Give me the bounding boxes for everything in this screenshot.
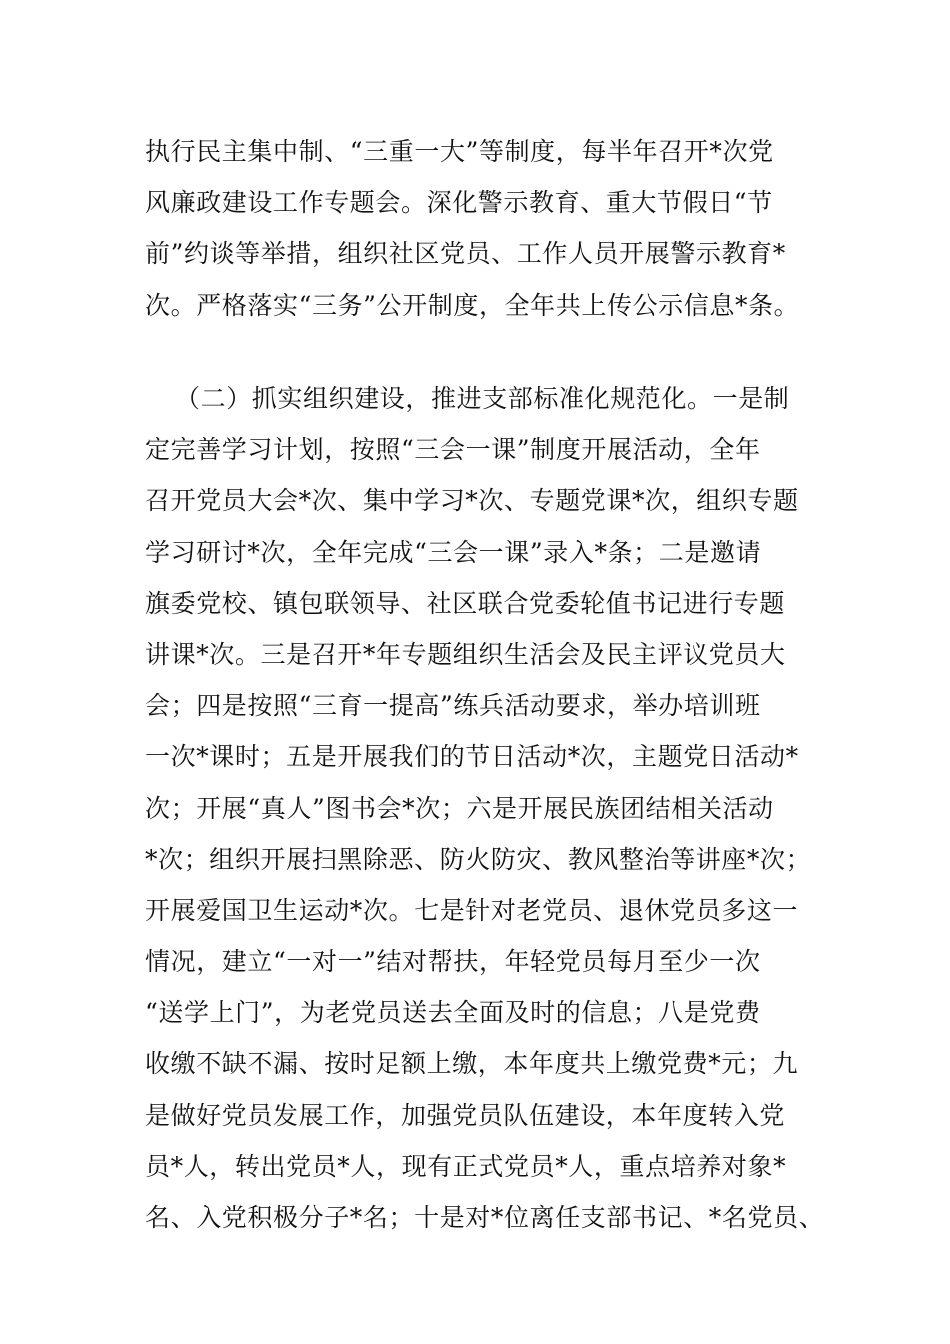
paragraph-line: 讲课*次。三是召开*年专题组织生活会及民主评议党员大 [145,639,786,669]
paragraph-line: 一次*课时；五是开展我们的节日活动*次，主题党日活动* [145,742,799,772]
paragraph-1 [145,126,825,331]
paragraph-line: 执行民主集中制、“三重一大”等制度，每半年召开*次党 [145,137,774,166]
paragraph-line: 情况，建立“一对一”结对帮扶，年轻党员每月至少一次 [145,947,761,977]
paragraph-line: 会；四是按照“三育一提高”练兵活动要求，举办培训班 [145,691,761,721]
paragraph-line: 定完善学习计划，按照“三会一课”制度开展活动，全年 [145,435,761,465]
paragraph-line: 学习研讨*次，全年完成“三会一课”录入*条；二是邀请 [145,537,762,567]
paragraph-line: 次。严格落实“三务”公开制度，全年共上传公示信息*条。 [145,290,800,320]
paragraph-line: 开展爱国卫生运动*次。七是针对老党员、退休党员多这一 [145,895,799,925]
paragraph-line: 次；开展“真人”图书会*次；六是开展民族团结相关活动 [145,793,774,823]
paragraph-line: 名、入党积极分子*名；十是对*位离任支部书记、*名党员、 [145,1203,825,1232]
paragraph-heading-line: （二）抓实组织建设，推进支部标准化规范化。一是制 [175,384,790,413]
paragraph-line: *次；组织开展扫黑除恶、防火防灾、教风整治等讲座*次； [145,844,812,874]
paragraph-line: 是做好党员发展工作，加强党员队伍建设，本年度转入党 [145,1100,786,1130]
paragraph-line: “送学上门”，为老党员送去全面及时的信息；八是党费 [145,998,761,1028]
paragraph-line: 风廉政建设工作专题会。深化警示教育、重大节假日“节 [145,188,773,218]
paragraph-line: 召开党员大会*次、集中学习*次、专题党课*次，组织专题 [145,486,799,516]
paragraph-line: 收缴不缺不漏、按时足额上缴，本年度共上缴党费*元；九 [145,1049,799,1079]
paragraph-line: 前”约谈等举措，组织社区党员、工作人员开展警示教育* [145,239,786,269]
paragraph-line: 旗委党校、镇包联领导、社区联合党委轮值书记进行专题 [145,588,786,618]
paragraph-line: 员*人，转出党员*人，现有正式党员*人，重点培养对象* [145,1151,787,1181]
paragraph-2 [145,373,825,1243]
